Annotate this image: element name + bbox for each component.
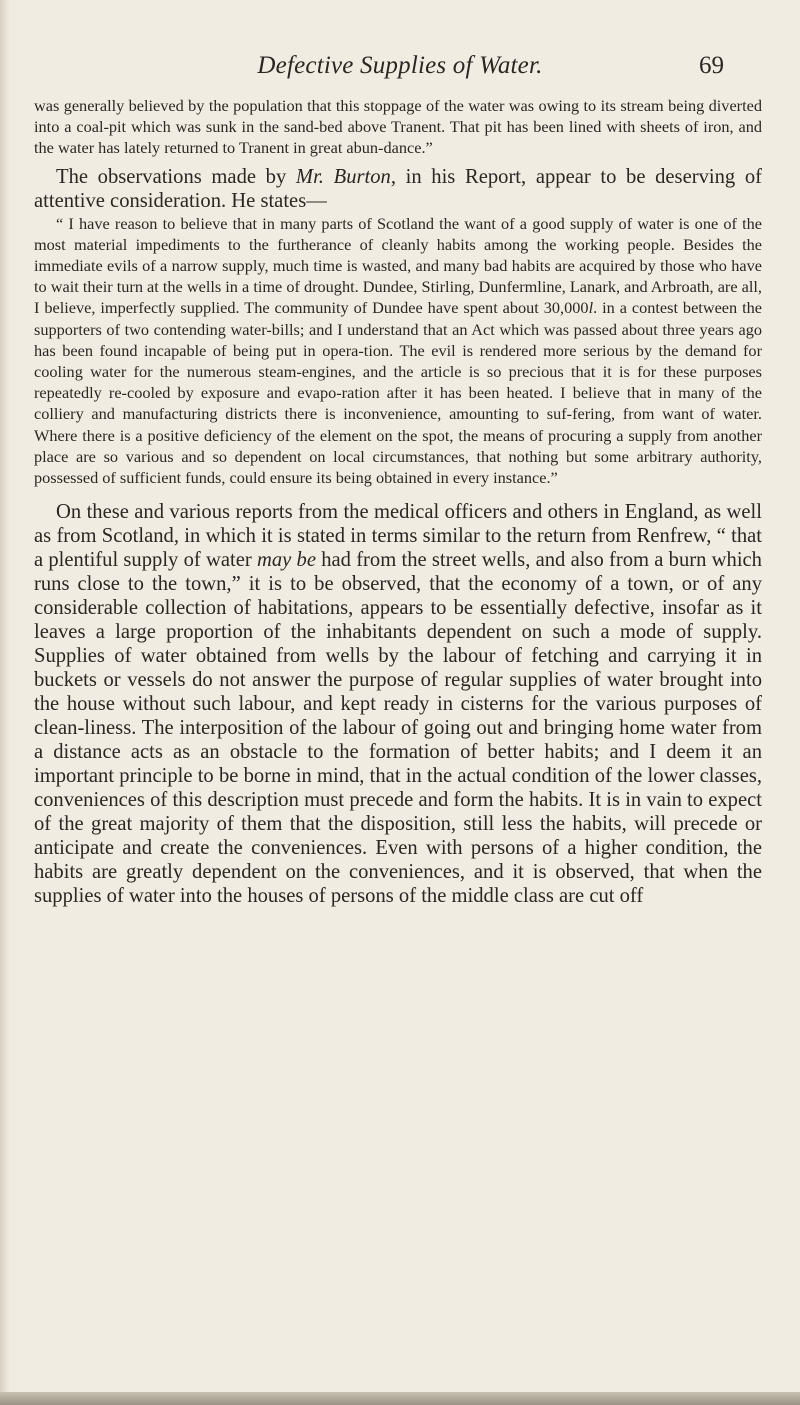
quotation-text: “ I have reason to believe that in many parts of Scotland the want of a good supply of water is one of the most material impediments to the furtherance of cleanly habits among the working people. Besides the immediate evils of a narrow supply, much time is wasted, and many bad habits are acquired by those who have to wait their turn at the wells in a time of drought. Dundee, Stirling, Dunfermline, Lanark, and Arbroath, are all, I believe, imperfectly supplied. The community of Dundee have spent about 30,000 <box>34 213 762 318</box>
paragraph-main-argument <box>34 500 762 908</box>
body-text <box>34 95 762 908</box>
paragraph-text: The observations made by <box>56 165 296 188</box>
page-bottom-edge <box>0 1392 800 1405</box>
emphasis-text: may be <box>256 549 316 572</box>
page-gutter-shadow <box>0 0 10 1405</box>
paragraph-burton-intro <box>34 165 762 213</box>
author-name: Mr. Burton, <box>295 165 396 188</box>
burton-quotation <box>34 213 762 489</box>
quotation-text: . in a contest between the supporters of two contending water-bills; and I understand that an Act which was passed about three years ago has been found incapable of being put in opera-tion. The evil is rendered more serious by the demand for cooling water for the numerous steam-engines, and the article is so precious that it is for these purposes repeatedly re-cooled by exposure and evapo-ration after it has been heated. I believe that in many of the colliery and manufacturing districts there is inconvenience, amounting to suf-fering, from want of water. Where there is a positive deficiency of the element on the spot, the means of procuring a supply from another place are so various and so dependent on local circumstances, that nothing but some arbitrary authority, possessed of sufficient funds, could ensure its being obtained in every instance.” <box>34 298 763 488</box>
paragraph-text: in his Report, appear to be deserving of attentive consideration. He states— <box>34 165 762 212</box>
quoted-paragraph-continuation: was generally believed by the population that this stoppage of the water was owing to its stream being diverted into a coal-pit which was sunk in the sand-bed above Tranent. That pit has been lined with sheets of iron, and the water has lately returned to Tranent in great abun-dance.” <box>34 96 762 158</box>
paragraph-text: On these and various reports from the medical officers and others in England, as well as from Scotland, in which it is stated in terms similar to the return from Renfrew, “ that a plentiful supply of water <box>34 501 762 572</box>
page-number: 69 <box>699 52 724 79</box>
running-title: Defective Supplies of Water. <box>257 52 543 79</box>
paragraph-text: had from the street wells, and also from a burn which runs close to the town,” it is to be observed, that the economy of a town, or of any considerable collection of habitations, appears to be essentially defective, insofar as it leaves a large proportion of the inhabitants dependent on such a mode of supply. Supplies of water obtained from wells by the labour of fetching and carrying it in buckets or vessels do not answer the purpose of regular supplies of water brought into the house without such labour, and kept ready in cisterns for the various purposes of clean-liness. The interposition of the labour of going out and bringing home water from a distance acts as an obstacle to the formation of better habits; and I deem it an important principle to be borne in mind, that in the actual condition of the lower classes, conveniences of this description must precede and form the habits. It is in vain to expect of the great majority of them that the disposition, still less the habits, will precede or anticipate and create the conveniences. Even with persons of a higher condition, the habits are greatly dependent on the conveniences, and it is observed, that when the supplies of water into the houses of persons of the middle class are cut off <box>34 549 762 908</box>
pound-symbol: l <box>588 298 594 318</box>
